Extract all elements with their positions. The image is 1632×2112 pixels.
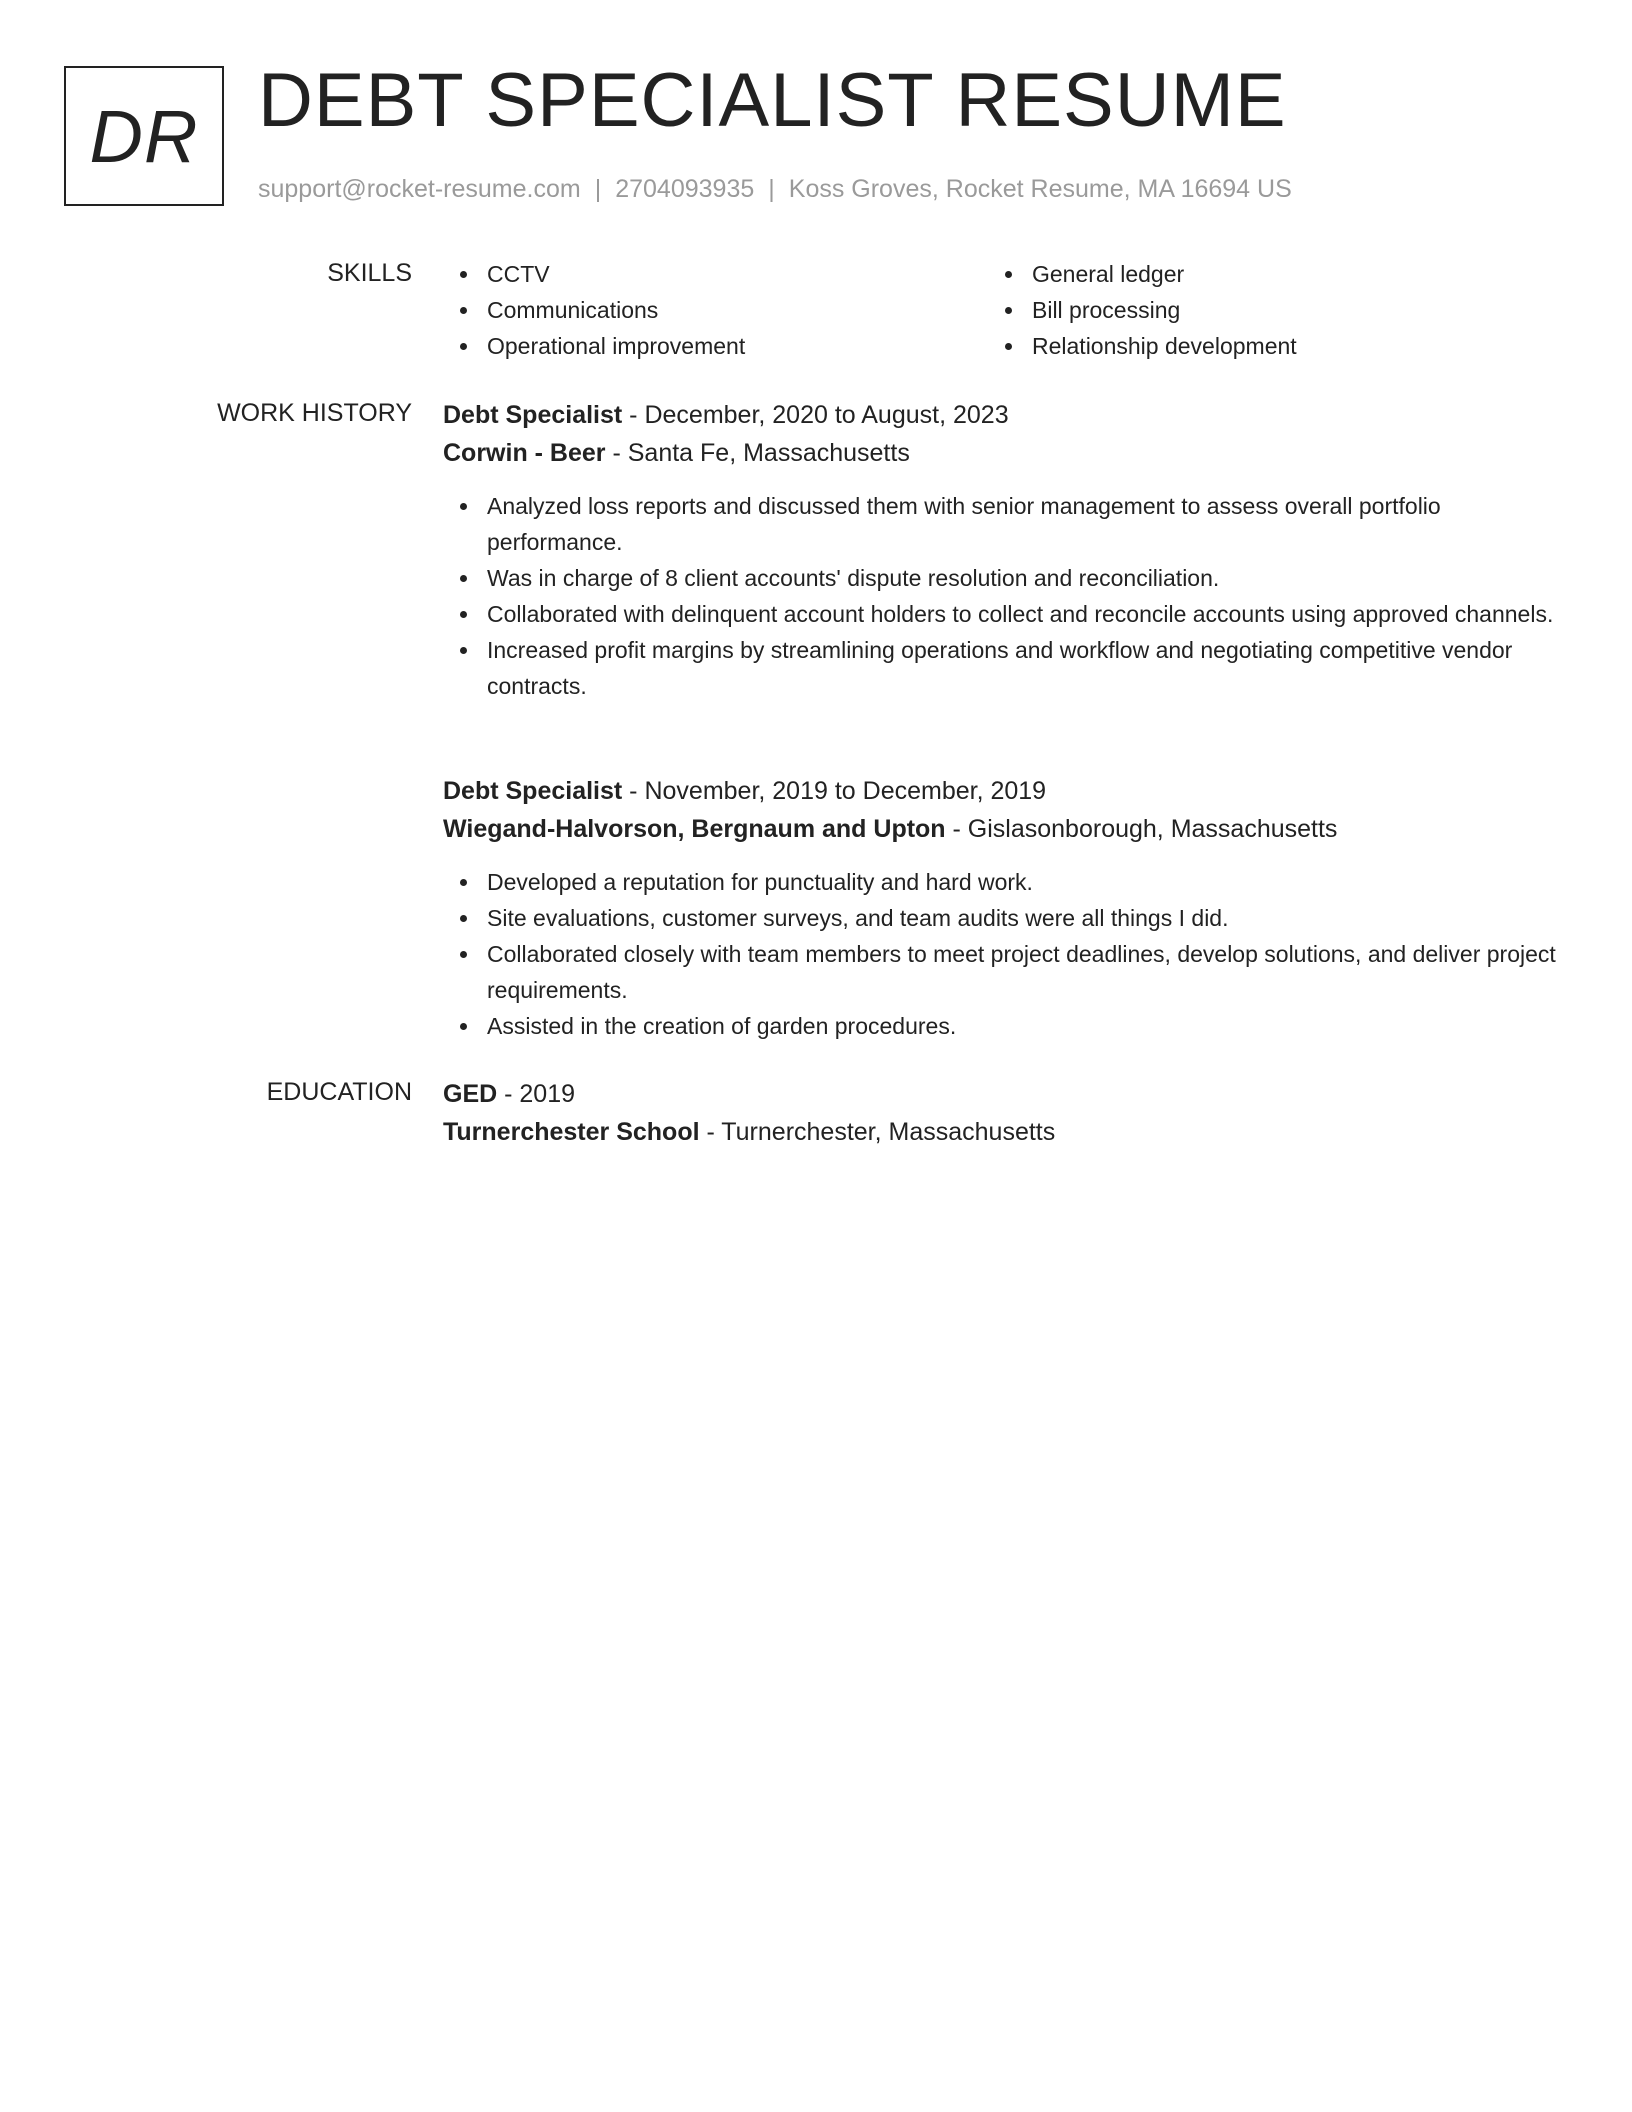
job-dates: - November, 2019 to December, 2019: [622, 777, 1047, 805]
job-bullet: Developed a reputation for punctuality and hard work.: [443, 864, 1563, 900]
education-entry: [443, 1075, 1563, 1151]
job-bullet: Collaborated with delinquent account holders to collect and reconcile accounts using approved channels.: [443, 596, 1563, 632]
job-company: Corwin - Beer: [443, 439, 606, 467]
skill-item: General ledger: [988, 256, 1533, 292]
job-title: Debt Specialist: [443, 777, 623, 805]
education-year: - 2019: [497, 1080, 576, 1108]
skill-item: Bill processing: [988, 292, 1533, 328]
job-bullet: Increased profit margins by streamlining operations and workflow and negotiating competitive vendor contracts.: [443, 632, 1563, 704]
contact-line: [258, 174, 1292, 204]
job-bullet: Assisted in the creation of garden procedures.: [443, 1008, 1563, 1044]
section-label-work-history: WORK HISTORY: [217, 399, 412, 427]
job-company-line: [443, 810, 1563, 848]
education-school-line: [443, 1113, 1563, 1151]
education-location: - Turnerchester, Massachusetts: [699, 1118, 1056, 1146]
job-bullet: Was in charge of 8 client accounts' dispute resolution and reconciliation.: [443, 560, 1563, 596]
job-entry: [443, 396, 1563, 704]
contact-separator: |: [594, 175, 602, 203]
monogram-logo: DR: [64, 66, 224, 206]
job-company-line: [443, 434, 1563, 472]
job-location: - Gislasonborough, Massachusetts: [945, 815, 1338, 843]
job-company: Wiegand-Halvorson, Bergnaum and Upton: [443, 815, 946, 843]
contact-separator: |: [768, 175, 775, 203]
skill-item: Operational improvement: [443, 328, 988, 364]
job-bullet: Site evaluations, customer surveys, and team audits were all things I did.: [443, 900, 1563, 936]
job-title-line: [443, 396, 1563, 434]
job-entry: [443, 772, 1563, 1044]
job-title-line: [443, 772, 1563, 810]
skills-body: [443, 256, 1563, 364]
job-location: - Santa Fe, Massachusetts: [605, 439, 910, 467]
skill-item: Communications: [443, 292, 988, 328]
skill-item: CCTV: [443, 256, 988, 292]
education-school: Turnerchester School: [443, 1118, 700, 1146]
job-dates: - December, 2020 to August, 2023: [622, 401, 1009, 429]
section-label-skills: SKILLS: [327, 259, 412, 287]
job-bullet-list: [443, 488, 1563, 704]
job-bullet: Analyzed loss reports and discussed them with senior management to assess overall portfolio performance.: [443, 488, 1563, 560]
contact-address: Koss Groves, Rocket Resume, MA 16694 US: [788, 175, 1292, 203]
section-label-education: EDUCATION: [266, 1078, 412, 1106]
job-bullet: Collaborated closely with team members to meet project deadlines, develop solutions, and deliver project requirements.: [443, 936, 1563, 1008]
education-degree: GED: [443, 1080, 498, 1108]
skill-item: Relationship development: [988, 328, 1533, 364]
education-degree-line: [443, 1075, 1563, 1113]
contact-email[interactable]: support@rocket-resume.com: [258, 175, 581, 203]
contact-phone[interactable]: 2704093935: [615, 175, 755, 203]
job-bullet-list: [443, 864, 1563, 1044]
skills-list: [443, 256, 1563, 364]
resume-title: DEBT SPECIALIST RESUME: [258, 58, 1287, 143]
job-title: Debt Specialist: [443, 401, 623, 429]
